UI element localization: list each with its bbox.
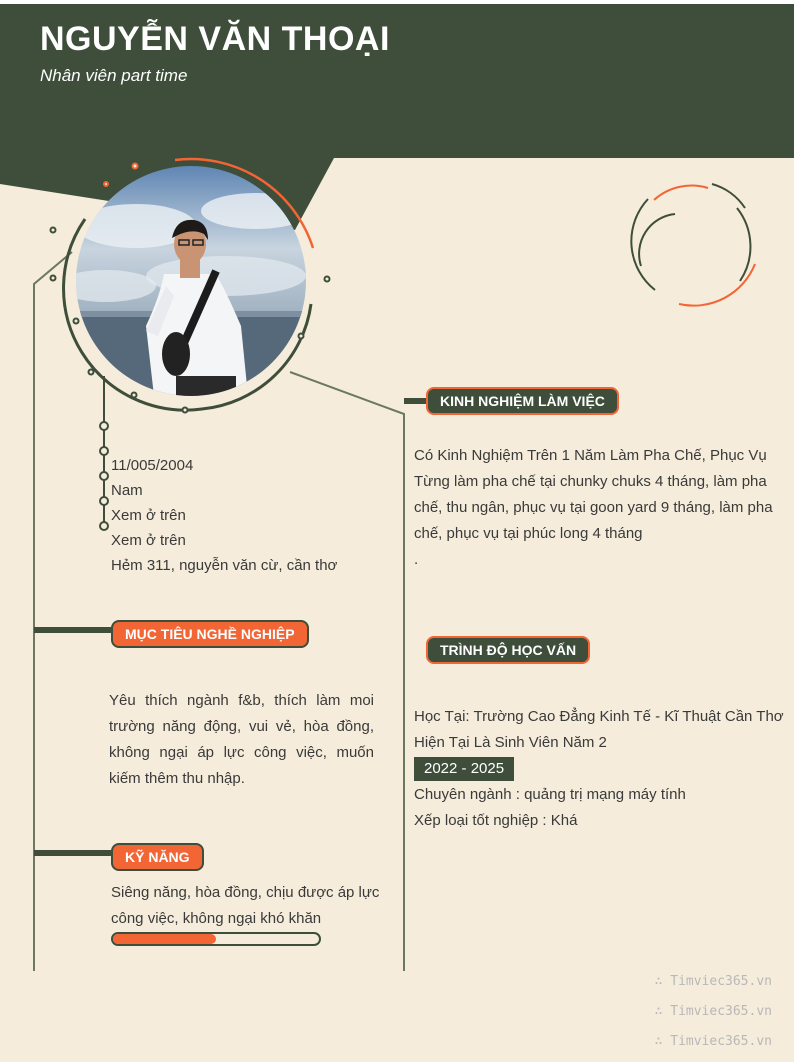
experience-text bbox=[414, 443, 773, 573]
education-status: Hiện Tại Là Sinh Viên Năm 2 bbox=[414, 734, 607, 751]
timeline-dot bbox=[100, 422, 108, 430]
decor-dot bbox=[132, 393, 137, 398]
skill-level-fill bbox=[113, 934, 216, 944]
email: Xem ở trên bbox=[111, 532, 186, 549]
objective-line: kiếm thêm thu nhập. bbox=[109, 770, 245, 787]
profile-photo-illustration bbox=[76, 166, 306, 396]
ring-orange-bottom bbox=[679, 264, 755, 306]
decor-dot bbox=[51, 228, 56, 233]
candidate-name: NGUYỄN VĂN THOẠI bbox=[40, 20, 390, 58]
decor-dot bbox=[325, 277, 330, 282]
skills-connector bbox=[34, 850, 114, 856]
phone: Xem ở trên bbox=[111, 507, 186, 524]
address: Hẻm 311, nguyễn văn cừ, cần thơ bbox=[111, 557, 338, 574]
decor-dot bbox=[183, 408, 188, 413]
experience-connector bbox=[404, 398, 428, 404]
experience-line: chế, phục vụ tại phúc long 4 tháng bbox=[414, 525, 643, 542]
objective-line: trường năng động, vui vẻ, hòa đồng, bbox=[109, 718, 374, 735]
objective-line: Yêu thích ngành f&b, thích làm moi bbox=[109, 692, 374, 709]
ring-orange-top bbox=[654, 186, 708, 200]
skills-line: Siêng năng, hòa đồng, chịu được áp lực bbox=[111, 884, 380, 901]
timeline-dot bbox=[100, 472, 108, 480]
skills-text bbox=[111, 880, 379, 932]
watermark: ∴ Timviec365.vn bbox=[654, 1004, 772, 1019]
experience-line: Từng làm pha chế tại chunky chuks 4 tháng, làm pha bbox=[414, 473, 767, 490]
objective-heading: MỤC TIÊU NGHỀ NGHIỆP bbox=[111, 620, 309, 648]
ring-dark-right bbox=[737, 208, 750, 281]
profile-photo bbox=[76, 166, 306, 396]
timeline-dot bbox=[100, 447, 108, 455]
decor-dot bbox=[51, 276, 56, 281]
objective-line: không ngại áp lực công việc, muốn bbox=[109, 744, 374, 761]
ring-dark-left bbox=[631, 199, 655, 290]
decor-dot bbox=[89, 370, 94, 375]
personal-info-list bbox=[111, 453, 337, 578]
ring-inner-dark-2 bbox=[712, 184, 745, 208]
skills-line: công việc, không ngại khó khăn bbox=[111, 910, 322, 927]
decor-dot bbox=[74, 319, 79, 324]
skills-heading: KỸ NĂNG bbox=[111, 843, 204, 871]
gender: Nam bbox=[111, 482, 143, 499]
education-school: Học Tại: Trường Cao Đẳng Kinh Tế - Kĩ Thuật Cần Thơ bbox=[414, 708, 784, 725]
experience-line: . bbox=[414, 551, 419, 568]
watermark: ∴ Timviec365.vn bbox=[654, 974, 772, 989]
decor-dot-orange bbox=[133, 164, 138, 169]
experience-line: chế, thu ngân, phục vụ tại goon yard 9 tháng, làm pha bbox=[414, 499, 773, 516]
objective-text bbox=[109, 688, 374, 792]
education-heading: TRÌNH ĐỘ HỌC VẤN bbox=[426, 636, 590, 664]
left-rail-line bbox=[34, 252, 72, 971]
decor-dot-orange bbox=[104, 182, 108, 186]
timeline-dot bbox=[100, 497, 108, 505]
watermark: ∴ Timviec365.vn bbox=[654, 1034, 772, 1049]
cv-page bbox=[0, 4, 794, 1062]
experience-line: Có Kinh Nghiệm Trên 1 Năm Làm Pha Chế, Phục Vụ bbox=[414, 447, 767, 464]
birth-date: 11/005/2004 bbox=[111, 457, 194, 474]
skill-level-bar bbox=[111, 932, 321, 946]
education-major: Chuyên ngành : quảng trị mạng máy tính bbox=[414, 786, 686, 803]
objective-connector bbox=[34, 627, 114, 633]
education-years: 2022 - 2025 bbox=[414, 757, 514, 781]
education-grade: Xếp loại tốt nghiệp : Khá bbox=[414, 812, 578, 829]
timeline-dot bbox=[100, 522, 108, 530]
ring-inner-dark bbox=[639, 214, 675, 266]
decor-dot bbox=[299, 334, 304, 339]
job-title: Nhân viên part time bbox=[40, 66, 188, 85]
education-text bbox=[414, 704, 784, 834]
experience-heading: KINH NGHIỆM LÀM VIỆC bbox=[426, 387, 619, 415]
